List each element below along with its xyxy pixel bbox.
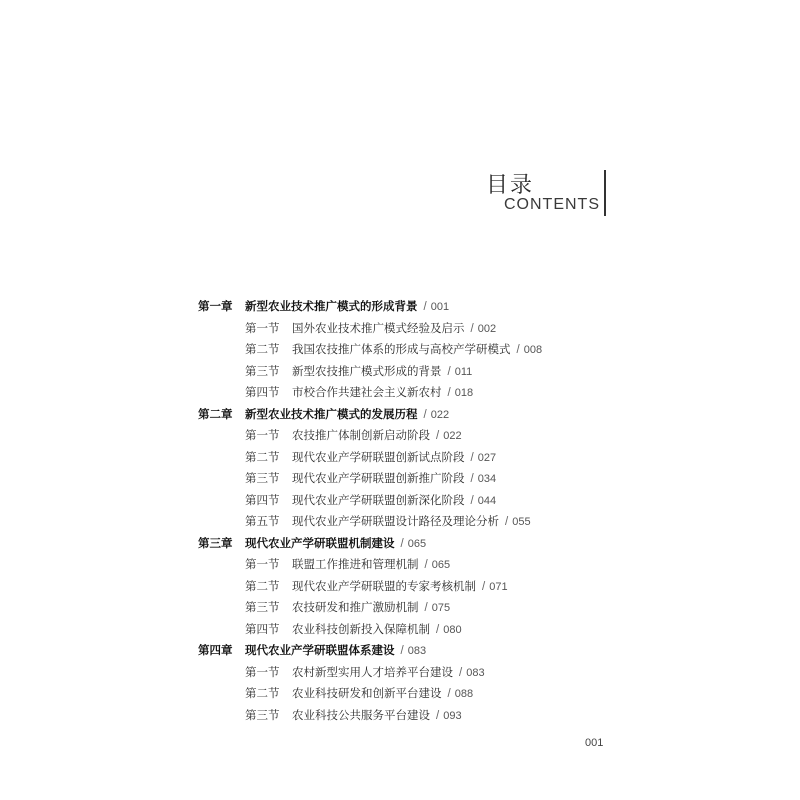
page-separator: / (447, 387, 451, 399)
toc-section-entry (198, 576, 618, 598)
toc-title-en: CONTENTS (504, 196, 600, 213)
toc-section-entry (198, 705, 618, 727)
section-number: 第一节 (245, 557, 280, 571)
section-number: 第三节 (245, 471, 280, 485)
entry-page-number: 022 (443, 430, 462, 442)
chapter-number: 第四章 (198, 643, 233, 657)
section-number: 第一节 (245, 664, 280, 679)
entry-page-number: 027 (477, 451, 497, 464)
page-separator: / (423, 408, 427, 421)
chapter-title: 新型农业技术推广模式的形成背景 (245, 299, 418, 313)
section-number: 第四节 (245, 621, 280, 636)
entry-page-number: 080 (443, 623, 462, 636)
toc-section-entry (198, 447, 618, 469)
section-number: 第一节 (245, 428, 280, 442)
page-separator: / (436, 709, 440, 722)
section-title: 国外农业技术推广模式经验及启示 (292, 320, 465, 335)
page-separator: / (400, 645, 404, 657)
section-title: 新型农技推广模式形成的背景 (292, 363, 442, 378)
section-number: 第二节 (245, 686, 280, 700)
page-separator: / (400, 537, 404, 550)
toc-section-entry (198, 382, 618, 404)
toc-section-entry (198, 318, 618, 340)
entry-page-number: 055 (512, 516, 531, 528)
page-separator: / (470, 322, 474, 335)
entry-page-number: 008 (523, 344, 543, 356)
section-title: 农业科技创新投入保障机制 (292, 621, 430, 636)
table-of-contents (198, 296, 618, 726)
entry-page-number: 065 (407, 537, 427, 550)
section-title: 现代农业产学研联盟创新深化阶段 (292, 492, 465, 507)
page-separator: / (424, 559, 428, 571)
entry-page-number: 022 (430, 408, 450, 421)
chapter-number: 第三章 (198, 535, 233, 550)
section-number: 第一节 (245, 320, 280, 335)
entry-page-number: 065 (431, 559, 451, 571)
toc-section-entry (198, 361, 618, 383)
entry-page-number: 071 (489, 580, 508, 593)
page-separator: / (447, 365, 451, 378)
chapter-number: 第二章 (198, 406, 233, 421)
entry-page-number: 011 (454, 365, 473, 378)
section-title: 现代农业产学研联盟的专家考核机制 (292, 578, 476, 593)
toc-chapter-entry (198, 640, 618, 662)
section-title: 农业科技研发和创新平台建设 (292, 686, 442, 700)
chapter-title: 现代农业产学研联盟机制建设 (245, 535, 395, 550)
page-separator: / (505, 516, 509, 528)
section-number: 第四节 (245, 385, 280, 399)
toc-section-entry (198, 683, 618, 705)
section-number: 第三节 (245, 600, 280, 614)
section-number: 第四节 (245, 492, 280, 507)
page-separator: / (470, 473, 474, 485)
entry-page-number: 093 (443, 709, 462, 722)
toc-section-entry (198, 662, 618, 684)
toc-section-entry (198, 490, 618, 512)
toc-section-entry (198, 511, 618, 533)
section-title: 农业科技公共服务平台建设 (292, 707, 430, 722)
page-separator: / (436, 430, 440, 442)
entry-page-number: 083 (407, 645, 427, 657)
section-number: 第二节 (245, 578, 280, 593)
section-number: 第二节 (245, 449, 280, 464)
page-separator: / (424, 602, 428, 614)
page-separator: / (516, 344, 520, 356)
entry-page-number: 088 (454, 688, 474, 700)
toc-chapter-entry (198, 296, 618, 318)
page-separator: / (436, 623, 440, 636)
toc-section-entry (198, 619, 618, 641)
toc-section-entry (198, 597, 618, 619)
page-separator: / (470, 451, 474, 464)
toc-section-entry (198, 554, 618, 576)
section-title: 农技推广体制创新启动阶段 (292, 428, 430, 442)
toc-section-entry (198, 468, 618, 490)
section-number: 第五节 (245, 514, 280, 528)
section-title: 现代农业产学研联盟创新推广阶段 (292, 471, 465, 485)
toc-title-zh: 目录 (485, 173, 534, 198)
entry-page-number: 034 (477, 473, 497, 485)
entry-page-number: 075 (431, 602, 451, 614)
chapter-number: 第一章 (198, 299, 233, 313)
section-title: 现代农业产学研联盟创新试点阶段 (292, 449, 465, 464)
section-title: 现代农业产学研联盟设计路径及理论分析 (292, 514, 499, 528)
page-separator: / (482, 580, 486, 593)
page-separator: / (470, 494, 474, 507)
toc-chapter-entry (198, 404, 618, 426)
chapter-title: 现代农业产学研联盟体系建设 (245, 643, 395, 657)
section-number: 第二节 (245, 342, 280, 356)
page-separator: / (459, 666, 463, 679)
page-separator: / (423, 301, 427, 313)
toc-section-entry (198, 339, 618, 361)
section-title: 农技研发和推广激励机制 (292, 600, 419, 614)
chapter-title: 新型农业技术推广模式的发展历程 (245, 406, 418, 421)
toc-chapter-entry (198, 533, 618, 555)
toc-section-entry (198, 425, 618, 447)
entry-page-number: 001 (430, 301, 450, 313)
header-vertical-rule (604, 170, 606, 216)
section-title: 农村新型实用人才培养平台建设 (292, 664, 453, 679)
section-number: 第三节 (245, 707, 280, 722)
entry-page-number: 044 (477, 494, 497, 507)
entry-page-number: 083 (466, 666, 485, 679)
page-number: 001 (585, 737, 604, 749)
entry-page-number: 002 (477, 322, 497, 335)
entry-page-number: 018 (454, 387, 474, 399)
section-title: 联盟工作推进和管理机制 (292, 557, 419, 571)
section-title: 市校合作共建社会主义新农村 (292, 385, 442, 399)
section-number: 第三节 (245, 363, 280, 378)
toc-header (440, 166, 606, 216)
page-separator: / (447, 688, 451, 700)
section-title: 我国农技推广体系的形成与高校产学研模式 (292, 342, 511, 356)
